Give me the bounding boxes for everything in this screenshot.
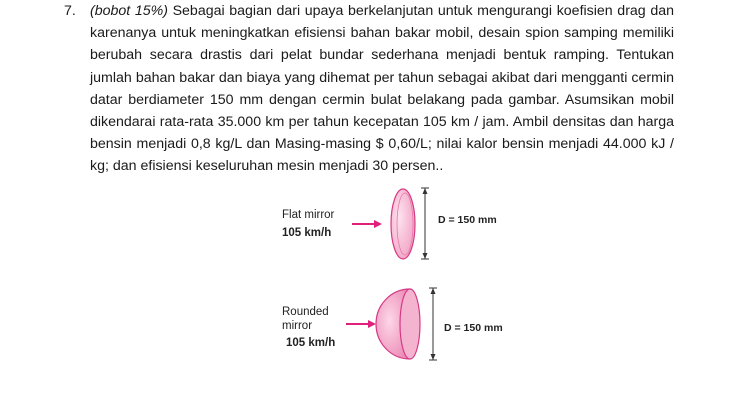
question-block xyxy=(64,0,674,178)
rounded-mirror-label-line1: Rounded xyxy=(282,306,329,318)
rounded-dimension-line xyxy=(429,288,437,360)
rounded-arrow xyxy=(346,320,376,328)
flat-speed-label: 105 km/h xyxy=(282,227,332,239)
flat-arrow xyxy=(352,220,382,228)
rounded-mirror-shape xyxy=(376,289,420,359)
question-weight: (bobot 15%) xyxy=(90,3,168,19)
flat-dimension-line xyxy=(421,188,429,259)
flat-mirror-shape xyxy=(391,189,415,259)
rounded-speed-label: 105 km/h xyxy=(286,337,336,349)
mirror-figure xyxy=(270,182,530,382)
question-number: 7. xyxy=(64,3,76,19)
rounded-mirror-label-line2: mirror xyxy=(282,320,313,332)
question-text xyxy=(90,0,674,178)
question-body: Sebagai bagian dari upaya berkelanjutan untuk mengurangi koefisien drag dan karenanya untuk meningkatkan efisiensi bahan bakar mobil, desain spion samping memiliki berubah secara drastis dari pelat bundar sederhana menjadi bentuk ramping. Tentukan jumlah bahan bakar dan biaya yang dihemat per tahun sebagai akibat dari mengganti cermin datar berdiameter 150 mm dengan cermin bulat belakang pada gambar. Asumsikan mobil dikendarai rata-rata 35.000 km per tahun kecepatan 105 km / jam. Ambil densitas dan harga bensin menjadi 0,8 kg/L dan Masing-masing $ 0,60/L; nilai kalor bensin menjadi 44.000 kJ / kg; dan efisiensi keseluruhan mesin menjadi 30 persen.. xyxy=(90,3,674,175)
flat-dimension-label: D = 150 mm xyxy=(438,214,497,226)
flat-mirror-label: Flat mirror xyxy=(282,209,335,221)
rounded-dimension-label: D = 150 mm xyxy=(444,322,503,334)
